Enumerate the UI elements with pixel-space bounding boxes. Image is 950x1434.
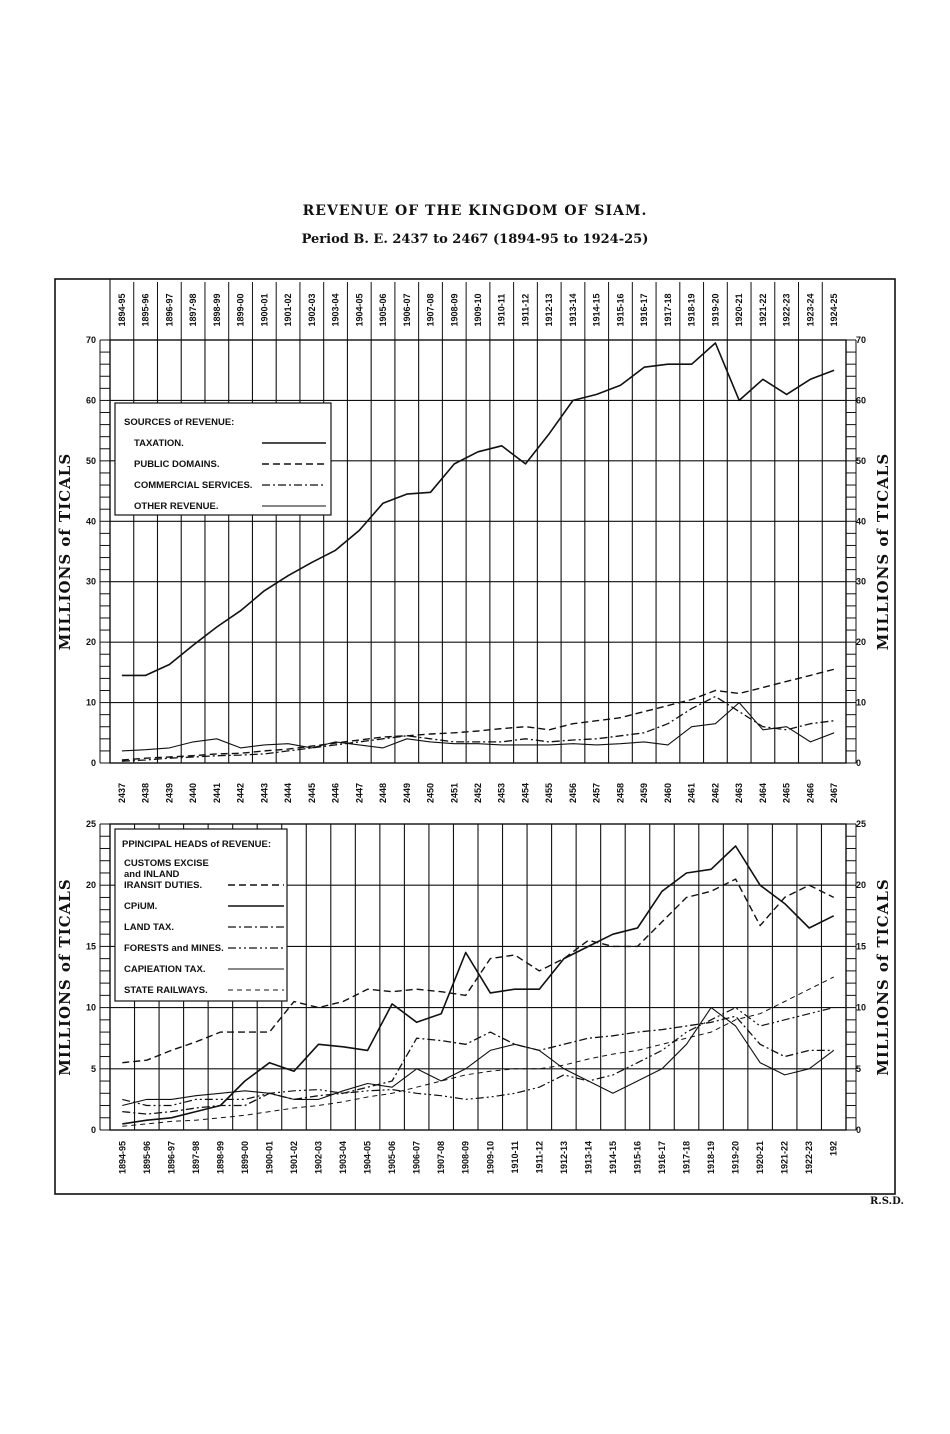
legend-box [115,829,287,1001]
x-tick-label-bottom: 2466 [805,782,816,804]
y-tick-label-right: 15 [856,941,867,952]
x-tick-label-bottom: 2446 [330,782,341,804]
x-tick-label: 1902-03 [313,1141,324,1175]
x-tick-label-bottom: 2439 [164,782,175,804]
legend-label: PUBLIC DOMAINS. [134,459,220,470]
x-tick-label-bottom: 2465 [781,782,792,804]
x-tick-label-bottom: 2459 [639,782,650,804]
x-tick-label: 1919-20 [730,1141,741,1175]
legend-label: CUSTOMS EXCISE [124,858,209,869]
x-tick-label: 1918-19 [706,1141,717,1175]
y-tick-label-right: 0 [856,758,862,768]
x-tick-label-top: 1919-20 [710,293,721,327]
x-tick-label: 1899-00 [239,1141,250,1175]
legend-label: COMMERCIAL SERVICES. [134,480,253,491]
y-tick-label-right: 40 [856,516,867,527]
y-tick-label-right: 50 [856,455,867,466]
y-tick-label-right: 70 [856,335,867,345]
x-tick-label-top: 1918-19 [686,293,697,327]
chart-subtitle: Period B. E. 2437 to 2467 (1894-95 to 1924-25) [301,232,649,247]
x-tick-label-bottom: 2455 [544,782,555,804]
legend-label: FORESTS and MINES. [124,943,224,954]
x-tick-label-top: 1897-98 [188,293,199,327]
x-tick-label-bottom: 2450 [425,782,436,804]
x-tick-label: 1915-16 [632,1141,643,1175]
y-tick-label-right: 20 [856,637,867,648]
x-tick-label-bottom: 2463 [734,782,745,804]
y-tick-label-left: 0 [90,1125,96,1135]
x-tick-label: 1916-17 [657,1141,667,1175]
x-tick-label-top: 1905-06 [378,293,389,327]
x-tick-label-top: 1920-21 [734,293,745,327]
y-tick-label-right: 5 [856,1063,862,1074]
legend-label: OTHER REVENUE. [134,501,219,512]
x-tick-label-top: 1899-00 [235,293,246,327]
x-tick-label: 1897-98 [190,1141,201,1175]
y-tick-label-left: 5 [90,1063,96,1074]
y-tick-label-left: 20 [85,637,96,648]
x-tick-label-bottom: 2464 [757,782,768,804]
y-tick-label-left: 50 [85,455,96,466]
x-tick-label: 1920-21 [755,1141,766,1175]
legend-title: PPINCIPAL HEADS of REVENUE: [122,839,272,850]
x-tick-label: 1896-97 [166,1141,177,1175]
x-tick-label: 1910-11 [509,1141,520,1174]
credit-initials: R.S.D. [870,1196,904,1207]
x-tick-label-bottom: 2442 [235,782,246,804]
x-tick-label-top: 1912-13 [544,293,555,327]
x-tick-label-bottom: 2448 [378,782,389,804]
x-tick-label-bottom: 2460 [662,782,673,804]
y-tick-label-right: 25 [856,819,867,829]
x-tick-label-bottom: 2440 [188,782,199,804]
x-tick-label: 1913-14 [583,1141,594,1175]
y-tick-label-left: 0 [90,758,96,768]
x-tick-label-top: 1896-97 [164,293,175,327]
x-tick-label: 1898-99 [215,1141,226,1175]
x-tick-label-top: 1913-14 [567,293,578,327]
x-tick-label-top: 1908-09 [449,293,460,327]
y-tick-label-right: 60 [856,395,867,406]
x-tick-label: 1900-01 [264,1141,275,1175]
x-tick-label: 1909-10 [485,1141,496,1175]
x-tick-label-bottom: 2441 [211,782,222,804]
x-tick-label-top: 1917-18 [662,293,673,327]
y-axis-label-right: MILLIONS of TICALS [874,878,892,1076]
legend-title: SOURCES of REVENUE: [124,417,235,428]
x-tick-label-bottom: 2447 [354,782,365,804]
y-tick-label-right: 30 [856,576,867,587]
x-tick-label-bottom: 2437 [116,782,127,804]
x-tick-label-top: 1914-15 [591,293,602,327]
x-tick-label-top: 1921-22 [757,293,768,327]
legend-label: and INLAND [124,869,180,880]
x-tick-label: 1911-12 [534,1141,545,1174]
x-tick-label-top: 1901-02 [283,293,294,327]
y-tick-label-right: 0 [856,1125,862,1135]
credit-group [870,1196,904,1207]
x-tick-label: 1906-07 [411,1141,422,1175]
x-tick-label-top: 1923-24 [805,293,816,327]
x-tick-label-top: 1900-01 [259,293,270,327]
legend [115,403,331,515]
x-tick-label-bottom: 2461 [686,782,697,804]
legend-label: LAND TAX. [124,922,174,933]
x-tick-label-bottom: 2454 [520,782,531,804]
top-panel [56,279,892,803]
x-tick-label-bottom: 2449 [401,782,412,804]
legend-label: CAPIEATION TAX. [124,964,206,975]
x-tick-label-top: 1906-07 [401,293,412,327]
y-tick-label-right: 10 [856,697,867,708]
x-tick-label-top: 1898-99 [211,293,222,327]
legend-label: CPiUM. [124,901,158,912]
y-tick-label-left: 10 [85,697,96,708]
x-tick-label-top: 1904-05 [354,293,365,327]
x-tick-label: 1903-04 [338,1141,349,1175]
y-axis-label-left: MILLIONS of TICALS [56,878,74,1076]
x-tick-label-top: 1915-16 [615,293,626,327]
x-tick-label: 1907-08 [436,1141,447,1175]
x-tick-label: 192 [828,1141,839,1157]
x-tick-label-bottom: 2444 [283,782,294,804]
y-tick-label-right: 20 [856,880,867,891]
y-tick-label-left: 60 [85,395,96,406]
y-tick-label-left: 30 [85,576,96,587]
x-tick-label-top: 1902-03 [306,293,317,327]
x-tick-label: 1908-09 [460,1141,471,1175]
x-tick-label-top: 1922-23 [781,293,792,327]
x-tick-label-bottom: 2462 [710,782,721,804]
x-tick-label-bottom: 2451 [449,782,460,804]
x-tick-label: 1894-95 [117,1141,128,1175]
x-tick-label: 1921-22 [779,1141,790,1175]
x-tick-label-top: 1907-08 [425,293,436,327]
x-tick-label: 1905-06 [387,1141,398,1175]
legend-label: STATE RAILWAYS. [124,985,208,996]
y-tick-label-left: 15 [85,941,96,952]
x-tick-label-top: 1894-95 [116,293,127,327]
x-tick-label-top: 1911-12 [520,293,531,327]
x-tick-label-top: 1916-17 [639,293,650,327]
chart-title: REVENUE OF THE KINGDOM OF SIAM. [302,203,648,219]
y-tick-label-left: 25 [85,819,96,829]
legend [115,829,287,1001]
legend-label: TAXATION. [134,438,184,449]
y-axis-label-right: MILLIONS of TICALS [874,452,892,651]
y-tick-label-left: 20 [85,880,96,891]
x-tick-label: 1912-13 [558,1141,569,1175]
legend-label: IRANSIT DUTIES. [124,880,203,891]
x-tick-label-bottom: 2458 [615,782,626,804]
y-tick-label-left: 10 [85,1002,96,1013]
y-tick-label-left: 70 [85,335,96,345]
y-tick-label-right: 10 [856,1002,867,1013]
x-tick-label-bottom: 2445 [306,782,317,804]
x-tick-label-bottom: 2456 [567,782,578,804]
x-tick-label: 1922-23 [804,1141,815,1175]
x-tick-label-bottom: 2438 [140,782,151,804]
x-tick-label: 1901-02 [289,1141,299,1175]
x-tick-label-top: 1924-25 [829,293,840,327]
x-tick-label-top: 1909-10 [473,293,483,327]
x-tick-label: 1904-05 [362,1141,373,1175]
x-tick-label-top: 1910-11 [496,293,507,327]
x-tick-label-bottom: 2443 [259,782,270,804]
y-tick-label-left: 40 [85,516,96,527]
x-tick-label-top: 1895-96 [140,293,151,327]
x-tick-label-bottom: 2467 [829,782,840,804]
x-tick-label-bottom: 2457 [591,782,602,804]
x-tick-label: 1917-18 [681,1141,692,1175]
x-tick-label-bottom: 2452 [473,782,483,804]
y-axis-label-left: MILLIONS of TICALS [56,452,74,651]
x-tick-label: 1914-15 [607,1141,618,1175]
x-tick-label: 1895-96 [141,1141,152,1175]
bottom-panel [56,819,892,1174]
x-tick-label-top: 1903-04 [330,293,341,327]
x-tick-label-bottom: 2453 [496,782,507,804]
